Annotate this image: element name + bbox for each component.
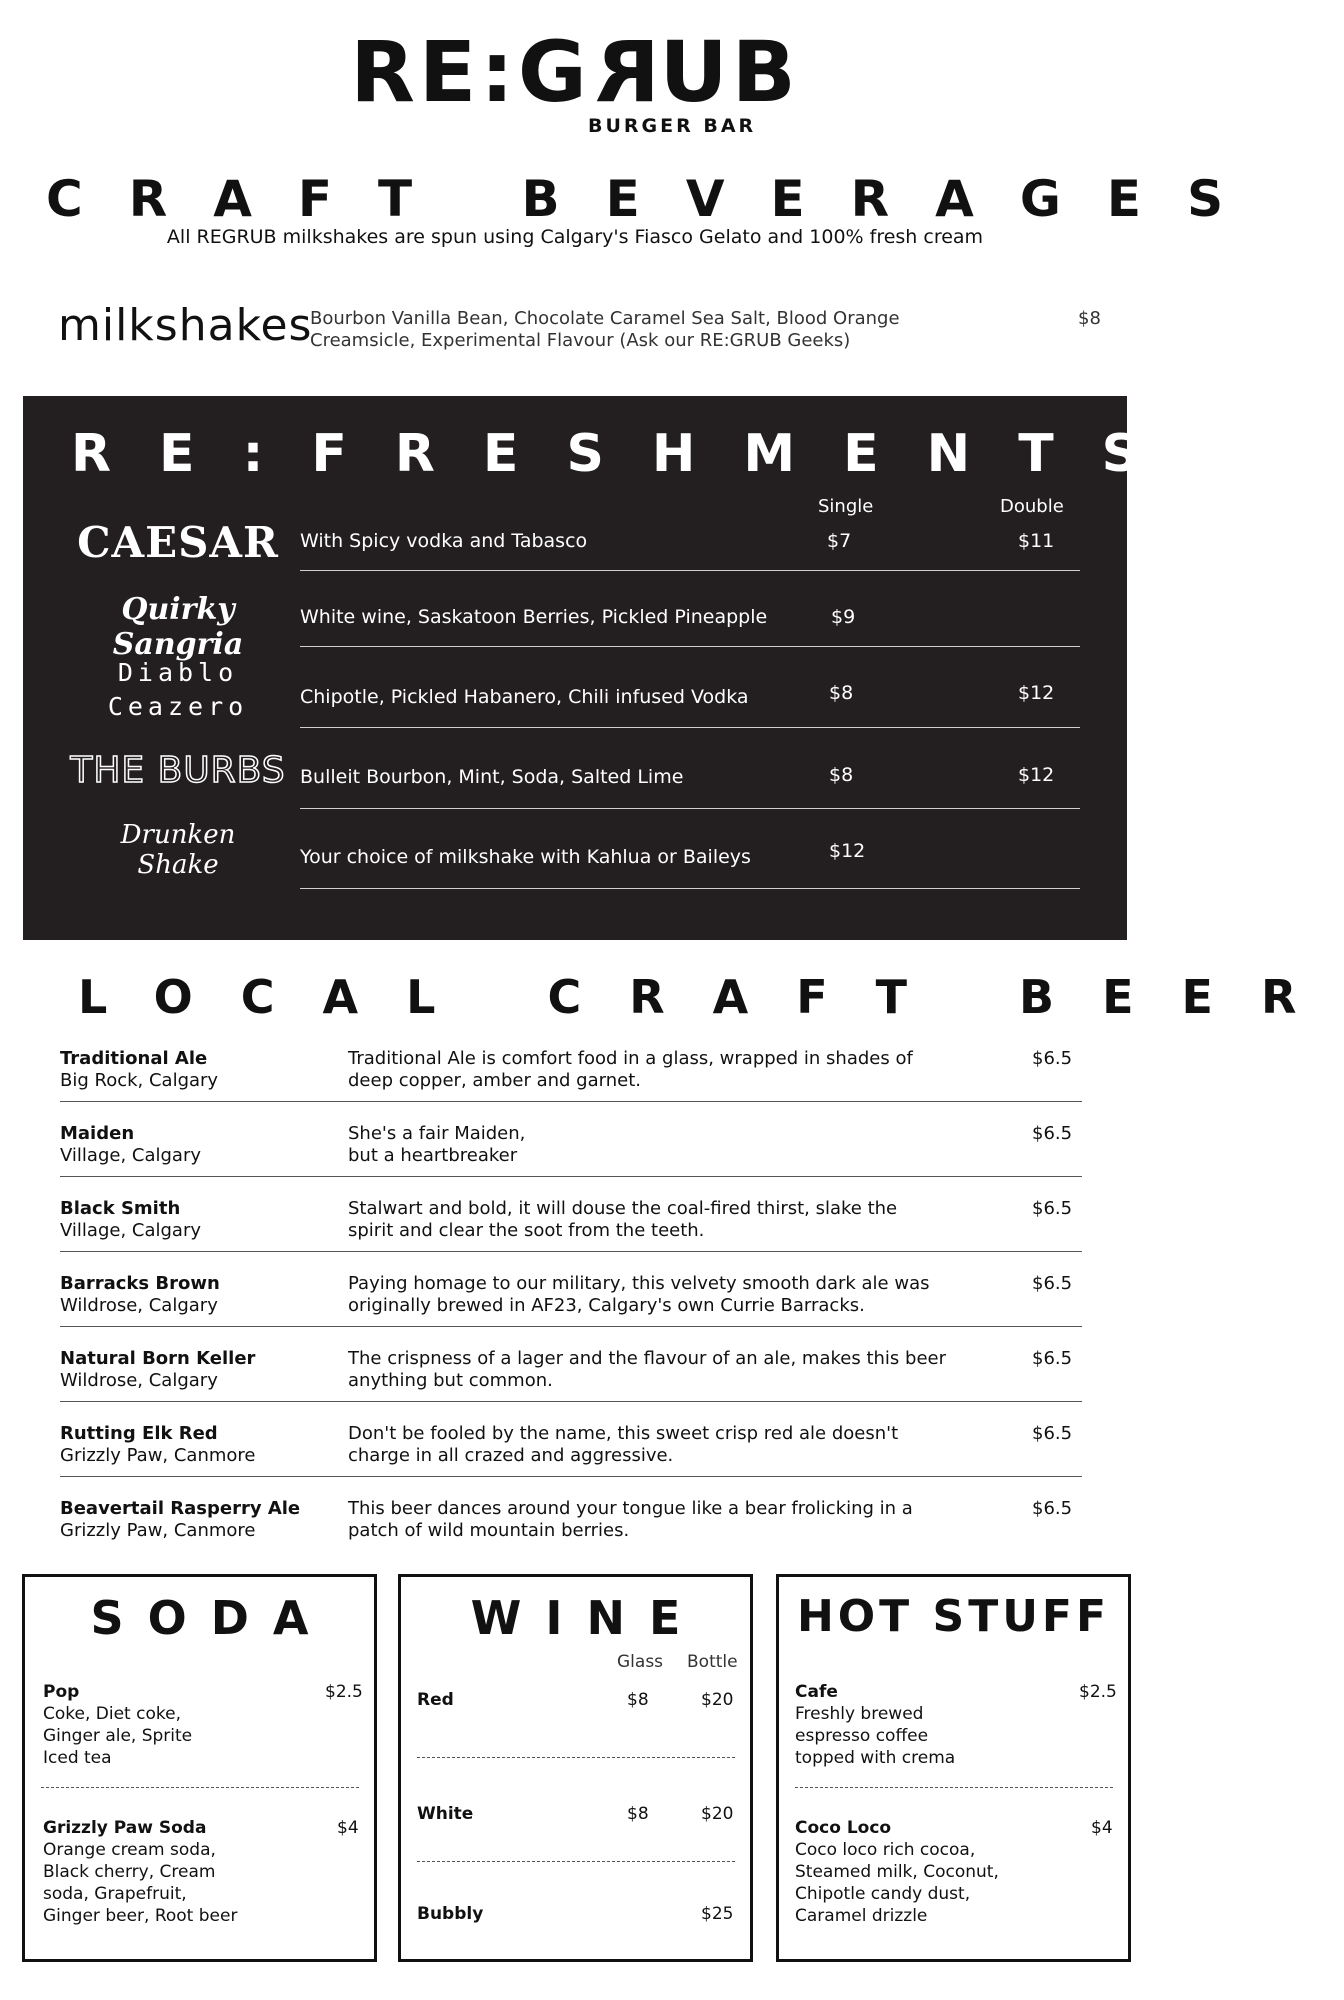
diablo-double-price: $12 [1018,682,1055,704]
beer-divider [60,1251,1082,1252]
wine-divider [417,1861,735,1862]
hot-item-desc [795,1839,999,1927]
beer-divider [60,1101,1082,1102]
milkshake-note: All REGRUB milkshakes are spun using Calgary's Fiasco Gelato and 100% fresh cream [166,226,984,248]
drunken-name-line1: Drunken [120,820,236,850]
soda-desc-line: Orange cream soda, [43,1840,216,1860]
wine-item-name: White [417,1804,474,1824]
beer-price: $6.5 [1032,1273,1073,1294]
diablo-name-line2: Ceazero [107,692,249,721]
the-burbs-desc: Bulleit Bourbon, Mint, Soda, Salted Lime [300,766,684,788]
milkshakes-desc-line1: Bourbon Vanilla Bean, Chocolate Caramel Sea Salt, Blood Orange [310,308,900,329]
beer-desc [348,1273,988,1317]
beer-name: Traditional Ale [60,1048,208,1069]
beer-price: $6.5 [1032,1123,1073,1144]
beer-desc-line2: charge in all crazed and aggressive. [348,1445,674,1466]
beer-desc-line1: The crispness of a lager and the flavour of an ale, makes this beer [348,1348,946,1369]
drunken-shake-name [58,820,298,880]
hot-item-desc [795,1703,955,1769]
drunken-shake-single-price: $12 [829,840,866,862]
beer-brewery: Wildrose, Calgary [60,1295,218,1316]
wine-col-bottle: Bottle [687,1652,738,1672]
beer-desc-line2: anything but common. [348,1370,553,1391]
quirky-sangria-desc: White wine, Saskatoon Berries, Pickled Pineapple [300,606,768,628]
refreshments-title: RE:FRESHMENTS [71,424,1188,484]
beer-brewery: Village, Calgary [60,1220,202,1241]
beer-desc [348,1123,988,1167]
beer-desc-line1: She's a fair Maiden, [348,1123,526,1144]
hot-item-name: Coco Loco [795,1818,892,1838]
beer-brewery: Grizzly Paw, Canmore [60,1520,256,1541]
beer-desc-line2: deep copper, amber and garnet. [348,1070,641,1091]
milkshakes-price: $8 [1078,308,1101,329]
beer-name: Natural Born Keller [60,1348,256,1369]
beer-desc [348,1048,988,1092]
soda-desc-line: Ginger ale, Sprite [43,1726,193,1746]
milkshakes-heading: milkshakes [58,300,313,351]
hot-desc-line: espresso coffee [795,1726,929,1746]
wine-bottle-price: $20 [701,1804,734,1824]
soda-title: SODA [90,1591,333,1645]
beer-brewery: Big Rock, Calgary [60,1070,219,1091]
soda-desc-line: Ginger beer, Root beer [43,1906,238,1926]
logo-reversed-letter: R [590,23,660,121]
beer-brewery: Grizzly Paw, Canmore [60,1445,256,1466]
beer-desc-line1: This beer dances around your tongue like a bear frolicking in a [348,1498,913,1519]
soda-item-name: Grizzly Paw Soda [43,1818,207,1838]
wine-item-name: Red [417,1690,454,1710]
the-burbs-double-price: $12 [1018,764,1055,786]
beer-price: $6.5 [1032,1048,1073,1069]
the-burbs-single-price: $8 [829,764,854,786]
diablo-name-line1: Diablo [117,658,239,687]
beer-price: $6.5 [1032,1423,1073,1444]
soda-item-desc [43,1703,192,1769]
soda-item-price: $4 [337,1818,359,1838]
caesar-name: CAESAR [77,518,279,567]
beer-desc-line2: spirit and clear the soot from the teeth. [348,1220,705,1241]
beer-desc [348,1198,988,1242]
soda-divider [41,1787,359,1788]
hot-desc-line: Chipotle candy dust, [795,1884,971,1904]
beer-desc-line2: but a heartbreaker [348,1145,518,1166]
beer-name: Maiden [60,1123,135,1144]
beer-divider [60,1326,1082,1327]
beer-desc-line1: Stalwart and bold, it will douse the coal-fired thirst, slake the [348,1198,898,1219]
col-double-header: Double [1000,496,1064,517]
beer-desc-line2: patch of wild mountain berries. [348,1520,630,1541]
beer-name: Beavertail Rasperry Ale [60,1498,301,1519]
hot-item-name: Cafe [795,1682,838,1702]
soda-box [22,1574,377,1962]
beer-divider [60,1176,1082,1177]
beer-brewery: Wildrose, Calgary [60,1370,218,1391]
local-craft-beer-title: LOCAL CRAFT BEER [78,970,1344,1024]
wine-item-name: Bubbly [417,1904,484,1924]
quirky-sangria-name: Quirky Sangria [112,592,244,662]
beer-item [60,1273,220,1317]
soda-desc-line: Coke, Diet coke, [43,1704,181,1724]
col-single-header: Single [818,496,874,517]
beer-desc [348,1498,988,1542]
hot-desc-line: Steamed milk, Coconut, [795,1862,999,1882]
refresh-divider [300,727,1080,728]
hot-stuff-box [776,1574,1131,1962]
logo-subtitle: BURGER BAR [588,115,757,137]
drunken-shake-desc: Your choice of milkshake with Kahlua or Baileys [300,846,751,868]
soda-desc-line: Black cherry, Cream [43,1862,216,1882]
soda-desc-line: Iced tea [43,1748,112,1768]
craft-beverages-title: CRAFT BEVERAGES [46,170,1270,228]
beer-price: $6.5 [1032,1198,1073,1219]
the-burbs-name: THE BURBS [70,750,286,791]
hot-stuff-title: HOT STUFF [796,1591,1111,1642]
wine-title: WINE [470,1591,705,1645]
beer-brewery: Village, Calgary [60,1145,202,1166]
beer-item [60,1423,256,1467]
beer-desc [348,1423,988,1467]
logo-text-right: UB [659,23,800,121]
milkshakes-desc-line2: Creamsicle, Experimental Flavour (Ask our RE:GRUB Geeks) [310,330,851,351]
beer-item [60,1048,218,1092]
logo-text-left: RE:G [350,23,591,121]
hot-desc-line: topped with crema [795,1748,956,1768]
beer-name: Black Smith [60,1198,181,1219]
beer-name: Rutting Elk Red [60,1423,218,1444]
soda-item-name: Pop [43,1682,80,1702]
wine-glass-price: $8 [627,1690,649,1710]
beer-divider [60,1476,1082,1477]
diablo-single-price: $8 [829,682,854,704]
refresh-divider [300,888,1080,889]
refreshments-panel [23,396,1188,940]
beer-price: $6.5 [1032,1498,1073,1519]
beer-desc-line2: originally brewed in AF23, Calgary's own Currie Barracks. [348,1295,865,1316]
caesar-single-price: $7 [827,530,852,552]
diablo-desc: Chipotle, Pickled Habanero, Chili infused Vodka [300,686,749,708]
beer-name: Barracks Brown [60,1273,220,1294]
drunken-name-line2: Shake [137,850,219,880]
caesar-desc: With Spicy vodka and Tabasco [300,530,588,552]
hot-item-price: $2.5 [1079,1682,1117,1702]
beer-desc [348,1348,988,1392]
soda-item-desc [43,1839,237,1927]
beer-price: $6.5 [1032,1348,1073,1369]
beer-item [60,1498,300,1542]
beer-desc-line1: Paying homage to our military, this velvety smooth dark ale was [348,1273,930,1294]
beer-desc-line1: Traditional Ale is comfort food in a glass, wrapped in shades of [348,1048,913,1069]
refresh-divider [300,646,1080,647]
caesar-double-price: $11 [1018,530,1055,552]
wine-glass-price: $8 [627,1804,649,1824]
quirky-sangria-single-price: $9 [831,606,856,628]
milkshakes-description [310,308,950,352]
wine-bottle-price: $25 [701,1904,734,1924]
refresh-divider [300,570,1080,571]
beer-item [60,1348,255,1392]
beer-desc-line1: Don't be fooled by the name, this sweet crisp red ale doesn't [348,1423,899,1444]
brand-logo [0,23,1150,121]
beer-divider [60,1401,1082,1402]
wine-box [398,1574,753,1962]
soda-desc-line: soda, Grapefruit, [43,1884,187,1904]
hot-desc-line: Caramel drizzle [795,1906,928,1926]
beer-item [60,1123,201,1167]
hot-divider [795,1787,1113,1788]
wine-col-glass: Glass [617,1652,664,1672]
refresh-divider [300,808,1080,809]
diablo-ceazero-name [58,656,298,724]
hot-desc-line: Coco loco rich cocoa, [795,1840,976,1860]
hot-desc-line: Freshly brewed [795,1704,924,1724]
soda-item-price: $2.5 [325,1682,363,1702]
wine-divider [417,1757,735,1758]
wine-bottle-price: $20 [701,1690,734,1710]
beer-item [60,1198,201,1242]
hot-item-price: $4 [1091,1818,1113,1838]
